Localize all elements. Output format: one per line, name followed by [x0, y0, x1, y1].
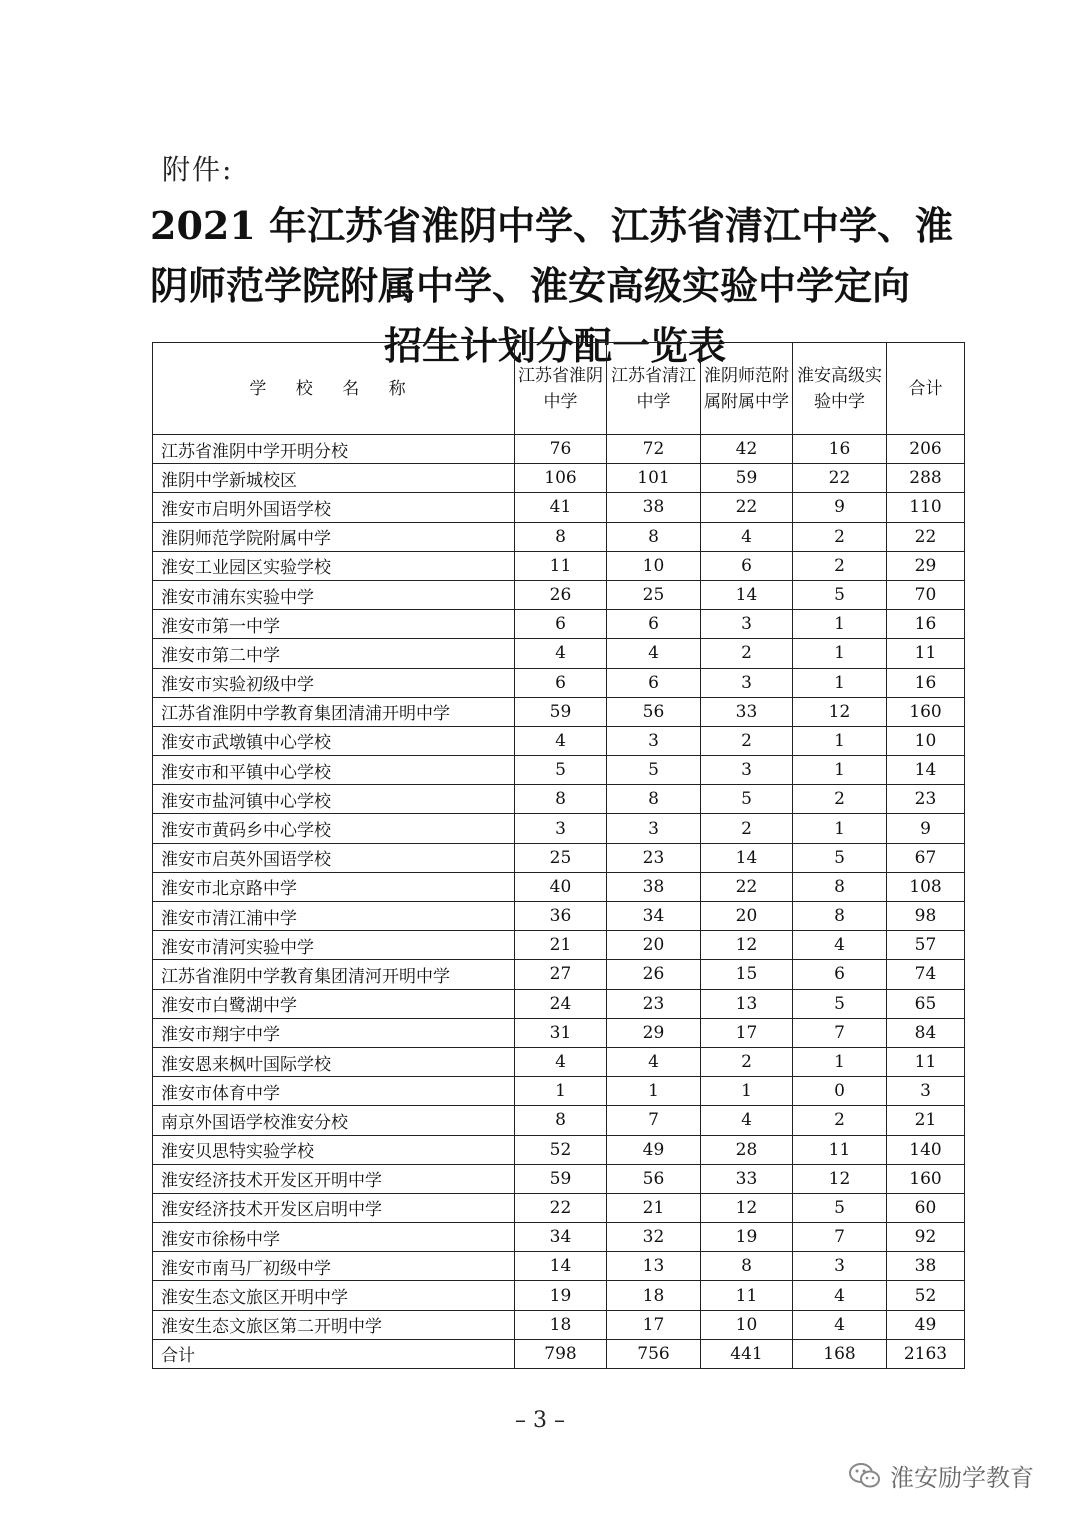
qingjiang-cell: 5 [607, 756, 701, 785]
attachment-label: 附件: [162, 153, 234, 186]
huaiyin-cell: 52 [515, 1135, 607, 1164]
huaiyin-cell: 4 [515, 1047, 607, 1076]
advanced-cell: 6 [793, 960, 887, 989]
footer-label: 合计 [153, 1339, 515, 1368]
school-name-cell: 江苏省淮阴中学教育集团清河开明中学 [153, 960, 515, 989]
school-name-cell: 淮安市启明外国语学校 [153, 493, 515, 522]
normal-cell: 42 [701, 435, 793, 464]
qingjiang-cell: 13 [607, 1252, 701, 1281]
normal-cell: 5 [701, 785, 793, 814]
normal-cell: 3 [701, 610, 793, 639]
footer-advanced: 168 [793, 1339, 887, 1368]
school-name-cell: 淮安市翔宇中学 [153, 1018, 515, 1047]
normal-cell: 11 [701, 1281, 793, 1310]
normal-cell: 15 [701, 960, 793, 989]
normal-cell: 4 [701, 1106, 793, 1135]
qingjiang-cell: 29 [607, 1018, 701, 1047]
advanced-cell: 16 [793, 435, 887, 464]
total-cell: 67 [887, 843, 965, 872]
qingjiang-cell: 26 [607, 960, 701, 989]
huaiyin-cell: 22 [515, 1193, 607, 1222]
qingjiang-cell: 4 [607, 1047, 701, 1076]
advanced-cell: 2 [793, 785, 887, 814]
qingjiang-cell: 8 [607, 522, 701, 551]
normal-cell: 33 [701, 1164, 793, 1193]
qingjiang-cell: 4 [607, 639, 701, 668]
qingjiang-cell: 20 [607, 931, 701, 960]
huaiyin-cell: 18 [515, 1310, 607, 1339]
total-cell: 38 [887, 1252, 965, 1281]
huaiyin-cell: 11 [515, 551, 607, 580]
advanced-cell: 12 [793, 697, 887, 726]
total-cell: 160 [887, 1164, 965, 1193]
normal-cell: 59 [701, 464, 793, 493]
huaiyin-cell: 76 [515, 435, 607, 464]
school-name-cell: 淮安市武墩镇中心学校 [153, 726, 515, 755]
advanced-cell: 1 [793, 756, 887, 785]
normal-cell: 14 [701, 580, 793, 609]
total-cell: 22 [887, 522, 965, 551]
school-name-cell: 淮安市徐杨中学 [153, 1223, 515, 1252]
school-name-cell: 淮安恩来枫叶国际学校 [153, 1047, 515, 1076]
total-cell: 74 [887, 960, 965, 989]
school-name-cell: 淮安工业园区实验学校 [153, 551, 515, 580]
header-advanced-experimental: 淮安高级实验中学 [793, 343, 887, 435]
footer-normal: 441 [701, 1339, 793, 1368]
title-line-3: 招生计划分配一览表 [383, 323, 726, 368]
normal-cell: 22 [701, 872, 793, 901]
watermark [848, 1458, 1034, 1493]
total-cell: 57 [887, 931, 965, 960]
huaiyin-cell: 25 [515, 843, 607, 872]
total-cell: 49 [887, 1310, 965, 1339]
huaiyin-cell: 5 [515, 756, 607, 785]
advanced-cell: 5 [793, 1193, 887, 1222]
qingjiang-cell: 38 [607, 493, 701, 522]
total-cell: 65 [887, 989, 965, 1018]
advanced-cell: 1 [793, 1047, 887, 1076]
normal-cell: 2 [701, 814, 793, 843]
school-name-cell: 淮安市黄码乡中心学校 [153, 814, 515, 843]
huaiyin-cell: 21 [515, 931, 607, 960]
total-cell: 160 [887, 697, 965, 726]
school-name-cell: 淮安市浦东实验中学 [153, 580, 515, 609]
table-header-row [153, 343, 965, 435]
total-cell: 11 [887, 639, 965, 668]
advanced-cell: 11 [793, 1135, 887, 1164]
table-row [153, 697, 965, 726]
total-cell: 21 [887, 1106, 965, 1135]
normal-cell: 19 [701, 1223, 793, 1252]
school-name-cell: 淮阴师范学院附属中学 [153, 522, 515, 551]
school-name-cell: 南京外国语学校淮安分校 [153, 1106, 515, 1135]
table-body [153, 435, 965, 1340]
footer-huaiyin: 798 [515, 1339, 607, 1368]
total-cell: 16 [887, 610, 965, 639]
huaiyin-cell: 3 [515, 814, 607, 843]
school-name-cell: 淮安市盐河镇中心学校 [153, 785, 515, 814]
huaiyin-cell: 40 [515, 872, 607, 901]
advanced-cell: 4 [793, 1281, 887, 1310]
title-line-2: 阴师范学院附属中学、淮安高级实验中学定向 [150, 263, 911, 308]
table-row [153, 639, 965, 668]
qingjiang-cell: 25 [607, 580, 701, 609]
advanced-cell: 3 [793, 1252, 887, 1281]
table-row [153, 726, 965, 755]
table-footer-row [153, 1339, 965, 1368]
school-name-cell: 淮安生态文旅区开明中学 [153, 1281, 515, 1310]
total-cell: 14 [887, 756, 965, 785]
huaiyin-cell: 1 [515, 1077, 607, 1106]
advanced-cell: 22 [793, 464, 887, 493]
normal-cell: 4 [701, 522, 793, 551]
table-row [153, 989, 965, 1018]
qingjiang-cell: 21 [607, 1193, 701, 1222]
advanced-cell: 4 [793, 1310, 887, 1339]
total-cell: 92 [887, 1223, 965, 1252]
qingjiang-cell: 17 [607, 1310, 701, 1339]
qingjiang-cell: 56 [607, 697, 701, 726]
table-row [153, 902, 965, 931]
advanced-cell: 7 [793, 1018, 887, 1047]
huaiyin-cell: 36 [515, 902, 607, 931]
advanced-cell: 2 [793, 1106, 887, 1135]
total-cell: 70 [887, 580, 965, 609]
total-cell: 84 [887, 1018, 965, 1047]
table-row [153, 435, 965, 464]
huaiyin-cell: 6 [515, 668, 607, 697]
normal-cell: 28 [701, 1135, 793, 1164]
table-row [153, 551, 965, 580]
school-name-cell: 江苏省淮阴中学开明分校 [153, 435, 515, 464]
total-cell: 16 [887, 668, 965, 697]
wechat-icon [848, 1461, 882, 1491]
qingjiang-cell: 8 [607, 785, 701, 814]
total-cell: 23 [887, 785, 965, 814]
school-name-cell: 淮安市第一中学 [153, 610, 515, 639]
table-row [153, 668, 965, 697]
table-row [153, 756, 965, 785]
school-name-cell: 淮安市清江浦中学 [153, 902, 515, 931]
advanced-cell: 12 [793, 1164, 887, 1193]
advanced-cell: 5 [793, 580, 887, 609]
huaiyin-cell: 4 [515, 639, 607, 668]
normal-cell: 3 [701, 756, 793, 785]
table-row [153, 1310, 965, 1339]
total-cell: 140 [887, 1135, 965, 1164]
normal-cell: 13 [701, 989, 793, 1018]
normal-cell: 33 [701, 697, 793, 726]
total-cell: 52 [887, 1281, 965, 1310]
header-normal-affiliated: 淮阴师范附属附属中学 [701, 343, 793, 435]
school-name-cell: 淮安市启英外国语学校 [153, 843, 515, 872]
advanced-cell: 8 [793, 902, 887, 931]
table-row [153, 580, 965, 609]
huaiyin-cell: 8 [515, 1106, 607, 1135]
table-row [153, 1252, 965, 1281]
huaiyin-cell: 19 [515, 1281, 607, 1310]
huaiyin-cell: 59 [515, 1164, 607, 1193]
advanced-cell: 4 [793, 931, 887, 960]
advanced-cell: 1 [793, 726, 887, 755]
normal-cell: 20 [701, 902, 793, 931]
normal-cell: 10 [701, 1310, 793, 1339]
school-name-cell: 淮安市体育中学 [153, 1077, 515, 1106]
table-row [153, 1223, 965, 1252]
normal-cell: 8 [701, 1252, 793, 1281]
qingjiang-cell: 34 [607, 902, 701, 931]
normal-cell: 14 [701, 843, 793, 872]
normal-cell: 2 [701, 1047, 793, 1076]
advanced-cell: 7 [793, 1223, 887, 1252]
qingjiang-cell: 10 [607, 551, 701, 580]
school-name-cell: 淮安市白鹭湖中学 [153, 989, 515, 1018]
school-name-cell: 淮安市实验初级中学 [153, 668, 515, 697]
normal-cell: 1 [701, 1077, 793, 1106]
table-row [153, 1135, 965, 1164]
advanced-cell: 2 [793, 522, 887, 551]
qingjiang-cell: 38 [607, 872, 701, 901]
school-name-cell: 淮安贝思特实验学校 [153, 1135, 515, 1164]
school-name-cell: 淮安市南马厂初级中学 [153, 1252, 515, 1281]
table-row [153, 814, 965, 843]
school-name-cell: 淮安经济技术开发区启明中学 [153, 1193, 515, 1222]
school-name-cell: 淮安市清河实验中学 [153, 931, 515, 960]
advanced-cell: 1 [793, 610, 887, 639]
footer-total: 2163 [887, 1339, 965, 1368]
table-row [153, 522, 965, 551]
advanced-cell: 8 [793, 872, 887, 901]
normal-cell: 6 [701, 551, 793, 580]
huaiyin-cell: 106 [515, 464, 607, 493]
header-school-name: 学 校 名 称 [153, 343, 515, 435]
school-name-cell: 淮安生态文旅区第二开明中学 [153, 1310, 515, 1339]
huaiyin-cell: 8 [515, 785, 607, 814]
table-row [153, 1193, 965, 1222]
qingjiang-cell: 49 [607, 1135, 701, 1164]
huaiyin-cell: 34 [515, 1223, 607, 1252]
table-row [153, 785, 965, 814]
table-row [153, 1164, 965, 1193]
advanced-cell: 5 [793, 989, 887, 1018]
advanced-cell: 1 [793, 639, 887, 668]
school-name-cell: 淮安经济技术开发区开明中学 [153, 1164, 515, 1193]
school-name-cell: 江苏省淮阴中学教育集团清浦开明中学 [153, 697, 515, 726]
total-cell: 108 [887, 872, 965, 901]
footer-qingjiang: 756 [607, 1339, 701, 1368]
huaiyin-cell: 59 [515, 697, 607, 726]
normal-cell: 12 [701, 1193, 793, 1222]
qingjiang-cell: 101 [607, 464, 701, 493]
table-row [153, 493, 965, 522]
normal-cell: 3 [701, 668, 793, 697]
qingjiang-cell: 56 [607, 1164, 701, 1193]
school-name-cell: 淮阴中学新城校区 [153, 464, 515, 493]
total-cell: 11 [887, 1047, 965, 1076]
normal-cell: 2 [701, 726, 793, 755]
table-row [153, 1047, 965, 1076]
table-row [153, 960, 965, 989]
total-cell: 98 [887, 902, 965, 931]
header-huaiyin: 江苏省淮阴中学 [515, 343, 607, 435]
table-row [153, 610, 965, 639]
normal-cell: 2 [701, 639, 793, 668]
advanced-cell: 1 [793, 814, 887, 843]
page-number: – 3 – [515, 1408, 565, 1433]
normal-cell: 22 [701, 493, 793, 522]
table-row [153, 1106, 965, 1135]
normal-cell: 17 [701, 1018, 793, 1047]
enrollment-plan-table [152, 342, 965, 1369]
huaiyin-cell: 31 [515, 1018, 607, 1047]
qingjiang-cell: 6 [607, 668, 701, 697]
huaiyin-cell: 26 [515, 580, 607, 609]
total-cell: 288 [887, 464, 965, 493]
advanced-cell: 9 [793, 493, 887, 522]
table-row [153, 931, 965, 960]
total-cell: 9 [887, 814, 965, 843]
qingjiang-cell: 72 [607, 435, 701, 464]
watermark-text: 淮安励学教育 [890, 1464, 1034, 1492]
huaiyin-cell: 8 [515, 522, 607, 551]
qingjiang-cell: 23 [607, 989, 701, 1018]
total-cell: 10 [887, 726, 965, 755]
total-cell: 3 [887, 1077, 965, 1106]
qingjiang-cell: 1 [607, 1077, 701, 1106]
huaiyin-cell: 4 [515, 726, 607, 755]
qingjiang-cell: 6 [607, 610, 701, 639]
total-cell: 29 [887, 551, 965, 580]
advanced-cell: 1 [793, 668, 887, 697]
header-qingjiang: 江苏省清江中学 [607, 343, 701, 435]
table-row [153, 1281, 965, 1310]
qingjiang-cell: 23 [607, 843, 701, 872]
huaiyin-cell: 6 [515, 610, 607, 639]
table-row [153, 1018, 965, 1047]
qingjiang-cell: 32 [607, 1223, 701, 1252]
huaiyin-cell: 41 [515, 493, 607, 522]
school-name-cell: 淮安市和平镇中心学校 [153, 756, 515, 785]
table-row [153, 872, 965, 901]
advanced-cell: 2 [793, 551, 887, 580]
normal-cell: 12 [701, 931, 793, 960]
table-row [153, 843, 965, 872]
title-line-1: 2021 年江苏省淮阴中学、江苏省清江中学、淮 [150, 203, 953, 248]
advanced-cell: 0 [793, 1077, 887, 1106]
total-cell: 60 [887, 1193, 965, 1222]
huaiyin-cell: 27 [515, 960, 607, 989]
qingjiang-cell: 3 [607, 726, 701, 755]
qingjiang-cell: 18 [607, 1281, 701, 1310]
table-row [153, 464, 965, 493]
huaiyin-cell: 24 [515, 989, 607, 1018]
huaiyin-cell: 14 [515, 1252, 607, 1281]
table-row [153, 1077, 965, 1106]
qingjiang-cell: 7 [607, 1106, 701, 1135]
header-total: 合计 [887, 343, 965, 435]
total-cell: 110 [887, 493, 965, 522]
advanced-cell: 5 [793, 843, 887, 872]
total-cell: 206 [887, 435, 965, 464]
qingjiang-cell: 3 [607, 814, 701, 843]
school-name-cell: 淮安市第二中学 [153, 639, 515, 668]
school-name-cell: 淮安市北京路中学 [153, 872, 515, 901]
